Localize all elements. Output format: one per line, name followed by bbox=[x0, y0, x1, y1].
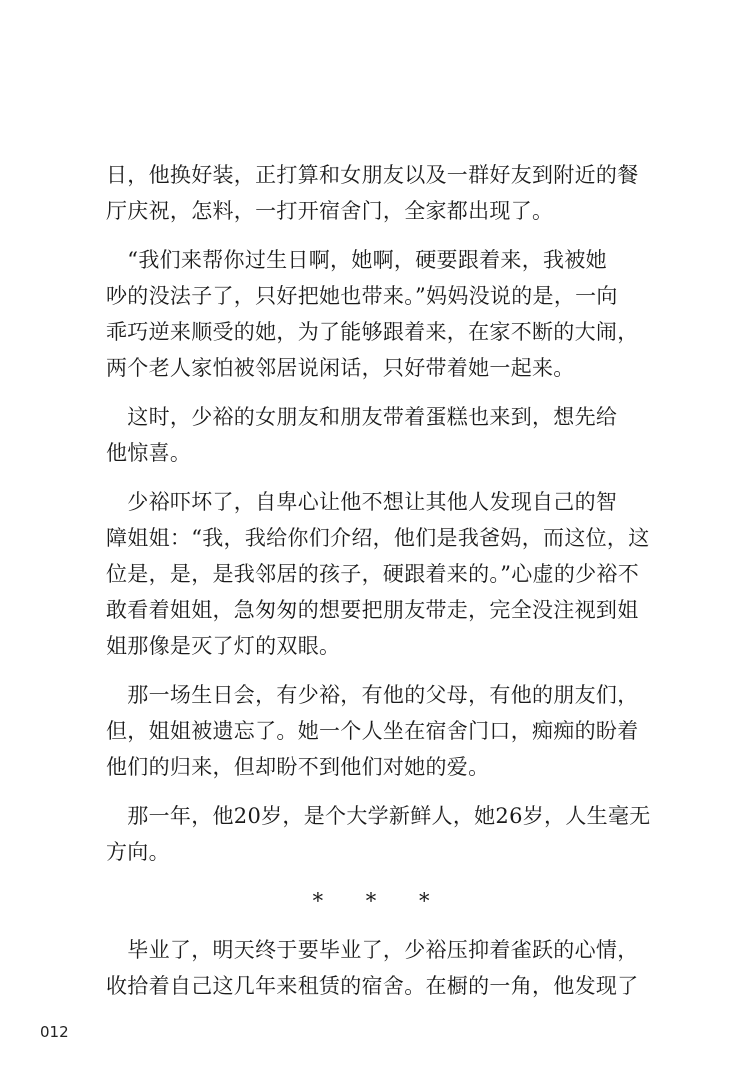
text-line: 他们的归来，但却盼不到他们对她的爱。 bbox=[106, 755, 490, 779]
text-line: 两个老人家怕被邻居说闲话，只好带着她一起来。 bbox=[106, 356, 575, 380]
text-line: 但，姐姐被遗忘了。她一个人坐在宿舍门口，痴痴的盼着 bbox=[106, 719, 639, 743]
paragraph bbox=[106, 242, 639, 386]
paragraph bbox=[106, 484, 650, 664]
text-line: 吵的没法子了，只好把她也带来。”妈妈没说的是，一向 bbox=[106, 284, 618, 308]
paragraph bbox=[106, 157, 639, 229]
text-line: 少裕吓坏了，自卑心让他不想让其他人发现自己的智 bbox=[106, 490, 618, 514]
text-line: 那一年，他20岁，是个大学新鲜人，她26岁，人生毫无 bbox=[106, 804, 651, 828]
text-line: 日，他换好装，正打算和女朋友以及一群好友到附近的餐 bbox=[106, 163, 639, 187]
asterisk-mark: * bbox=[312, 889, 324, 913]
paragraph bbox=[106, 798, 651, 870]
body-text bbox=[106, 157, 651, 1017]
text-line: 姐那像是灭了灯的双眼。 bbox=[106, 634, 341, 658]
text-line: 毕业了，明天终于要毕业了，少裕压抑着雀跃的心情， bbox=[106, 938, 639, 962]
page-number: 012 bbox=[40, 1023, 69, 1041]
section-divider bbox=[106, 883, 636, 919]
text-line: 厅庆祝，怎料，一打开宿舍门，全家都出现了。 bbox=[106, 199, 554, 223]
text-line: 收拾着自己这几年来租赁的宿舍。在橱的一角，他发现了 bbox=[106, 974, 639, 998]
paragraph bbox=[106, 932, 639, 1004]
asterisk-mark: * bbox=[418, 889, 430, 913]
paragraph bbox=[106, 677, 639, 785]
text-line: 障姐姐：“我，我给你们介绍，他们是我爸妈，而这位，这 bbox=[106, 526, 650, 550]
text-line: “我们来帮你过生日啊，她啊，硬要跟着来，我被她 bbox=[106, 248, 607, 272]
text-line: 方向。 bbox=[106, 840, 170, 864]
text-line: 他惊喜。 bbox=[106, 441, 192, 465]
asterisk-mark: * bbox=[365, 889, 377, 913]
text-line: 那一场生日会，有少裕，有他的父母，有他的朋友们， bbox=[106, 683, 639, 707]
text-line: 这时，少裕的女朋友和朋友带着蛋糕也来到，想先给 bbox=[106, 405, 618, 429]
paragraph bbox=[106, 399, 636, 471]
text-line: 位是，是，是我邻居的孩子，硬跟着来的。”心虚的少裕不 bbox=[106, 562, 640, 586]
text-line: 敢看着姐姐，急匆匆的想要把朋友带走，完全没注视到姐 bbox=[106, 598, 639, 622]
text-line: 乖巧逆来顺受的她，为了能够跟着来，在家不断的大闹， bbox=[106, 320, 639, 344]
